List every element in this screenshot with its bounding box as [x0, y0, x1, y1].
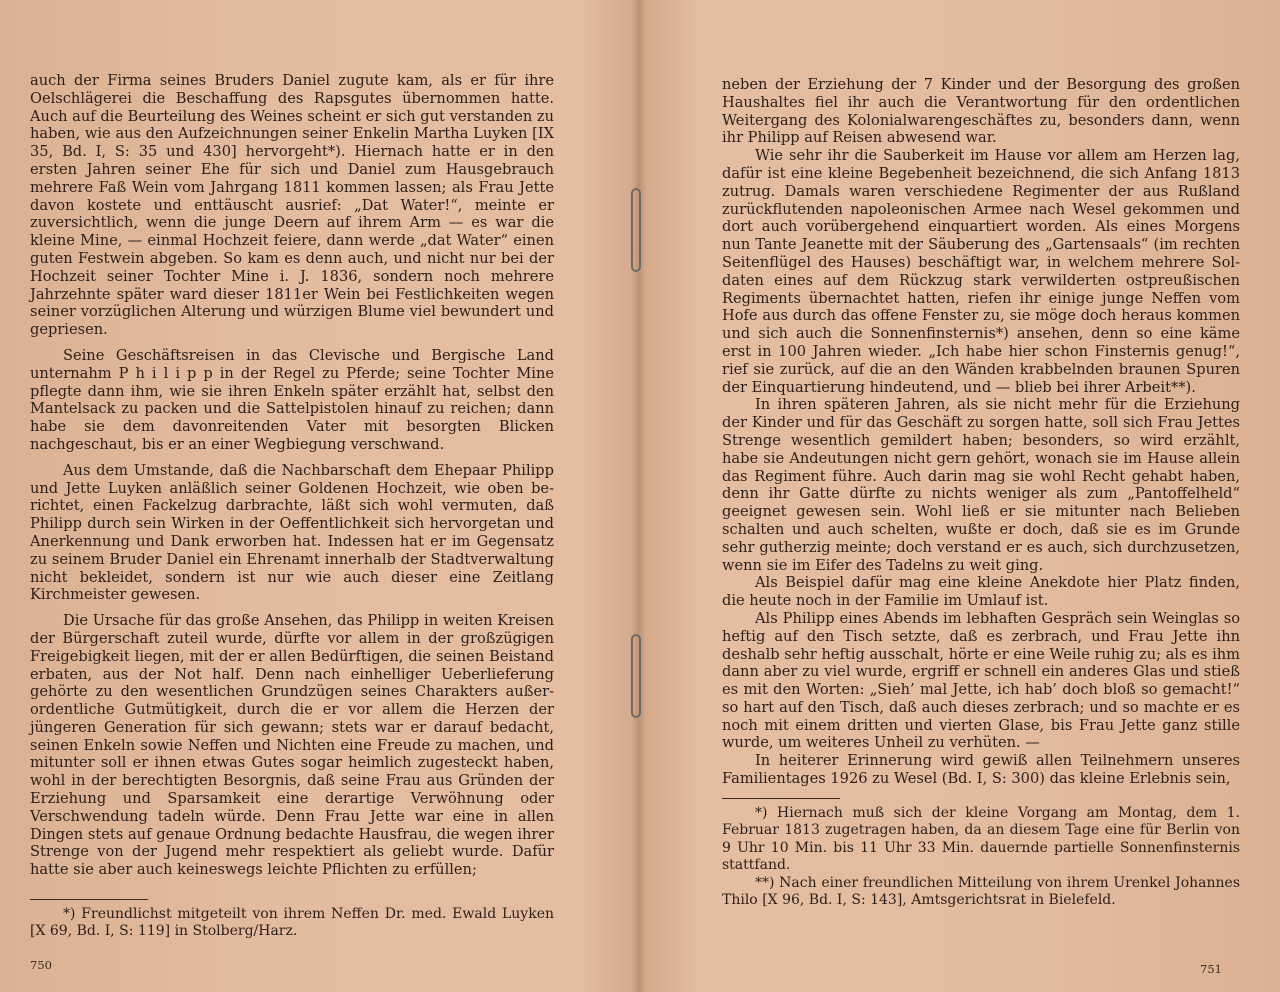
left-paragraph-3: Aus dem Umstande, daß die Nachbarschaft dem Ehepaar Philipp und Jette Luyken anläßlich seiner Goldenen Hochzeit, wie oben berichtet, einen Fackelzug darbrachte, läßt sich wohl vermuten, daß Philipp durch sein Wirken in der Oeffentlichkeit sich hervorgetan und Anerkennung und Dank erworben hat. Indessen hat er im Gegensatz zu seinem Bruder Daniel ein Ehrenamt innerhalb der Stadtverwaltung nicht bekleidet, sondern ist nur wie auch dieser eine Zeitlang Kirchmeister gewesen. [30, 461, 554, 604]
right-paragraph-6: In heiterer Erinnerung wird gewiß allen Teilnehmern unseres Familientages 1926 zu Wesel (Bd. I, S: 300) das kleine Erlebnis sein, [722, 752, 1240, 788]
right-footnotes [722, 805, 1240, 909]
right-footnote-1: *) Hiernach muß sich der kleine Vorgang am Montag, dem 1. Februar 1813 zugetragen haben, da an diesem Tage eine für Berlin von 9 Uhr 10 Min. bis 11 Uhr 33 Min. dauernde partielle Sonnenfinsternis stattfand. [722, 804, 1240, 874]
book-gutter [632, 0, 646, 992]
left-paragraph-1: auch der Firma seines Bruders Daniel zugute kam, als er für ihre Oelschlägerei die Beschaffung des Rapsgutes übernommen hatte. Auch auf die Beurteilung des Weines scheint er sich gut verstanden zu haben, wie aus den Aufzeichnungen seiner Enkelin Martha Luyken [IX 35, Bd. I, S: 35 und 430] hervorgeht*). Hiernach hatte er in den ersten Jahren seiner Ehe für sich und Daniel zum Hausgebrauch mehrere Faß Wein vom Jahrgang 1811 kommen lassen; als Frau Jette davon kostete und enttäuscht ausrief: „Dat Water!“, meinte er zuversichtlich, wenn die junge Deern auf ihrem Arm — es war die kleine Mine, — einmal Hochzeit feiere, dann werde „dat Water“ einen guten Festwein abgeben. So kam es denn auch, und nicht nur bei der Hochzeit seiner Tochter Mine i. J. 1836, sondern noch mehrere Jahrzehnte später ward dieser 1811er Wein bei Festlichkeiten wegen seiner vorzüglichen Alterung und würzigen Blume viel bewundert und gepriesen. [30, 72, 554, 339]
right-paragraph-5: Als Philipp eines Abends im lebhaften Gespräch sein Weinglas so heftig auf den Tisch setzte, daß es zerbrach, und Frau Jette ihn deshalb sehr heftig ausschalt, hörte er eine Weile ruhig zu; als es ihm dann aber zu viel wurde, ergriff er schnell ein anderes Glas und stieß es mit den Worten: „Sieh’ mal Jette, ich hab’ doch bloß so gemacht!“ so hart auf den Tisch, daß auch dieses zerbrach; und so machte er es noch mit einem dritten und vierten Glase, bis Frau Jette ganz stille wurde, um weiteres Unheil zu verhüten. — [722, 609, 1240, 752]
right-page-number: 751 [1200, 962, 1222, 976]
left-paragraph-2: Seine Geschäftsreisen in das Clevische und Bergische Land unternahm P h i l i p p in der Regel zu Pferde; seine Tochter Mine pflegte dann ihm, wie sie ihren Enkeln später erzählt hat, selbst den Mantelsack zu packen und die Sattelpistolen hinauf zu reichen; dann habe sie dem davonreitenden Vater mit besorgten Blicken nachgeschaut, bis er an einer Wegbiegung verschwand. [30, 346, 554, 453]
right-paragraph-1: neben der Erziehung der 7 Kinder und der Besorgung des großen Haushaltes fiel ihr auch die Verantwortung für den ordentlichen Weitergang des Kolonialwarengeschäftes zu, besonders dann, wenn ihr Philipp auf Reisen abwesend war. [722, 76, 1240, 147]
left-paragraph-4: Die Ursache für das große Ansehen, das Philipp in weiten Kreisen der Bürgerschaft zuteil wurde, dürfte vor allem in der großzügigen Freigebigkeit liegen, mit der er allen Bedürftigen, die seinen Beistand erbaten, aus der Not half. Denn nach einhelliger Ueberlieferung gehörte zu den wesentlichen Grundzügen seines Charakters außerordentliche Gutmütigkeit, durch die er vor allem die Herzen der jüngeren Generation für sich gewann; stets war er darauf bedacht, seinen Enkeln sowie Neffen und Nichten eine Freude zu machen, und mitunter soll er ihnen etwas Gutes sogar heimlich zugesteckt haben, wohl in der berechtigten Besorgnis, daß seine Frau aus Gründen der Erziehung und Sparsamkeit eine derartige Verwöhnung oder Verschwendung tadeln würde. Denn Frau Jette war eine in allen Dingen stets auf genaue Ordnung bedachte Hausfrau, die wegen ihrer Strenge von der Jugend mehr respektiert als geliebt wurde. Dafür hatte sie aber auch keineswegs leichte Pflichten zu erfüllen; [30, 612, 554, 879]
left-footnotes [30, 906, 554, 941]
left-page [30, 72, 554, 941]
left-page-number: 750 [30, 958, 52, 972]
staple-bottom [631, 634, 641, 718]
left-footnote-rule [30, 899, 148, 900]
staple-top [631, 188, 641, 272]
right-paragraph-2: Wie sehr ihr die Sauberkeit im Hause vor allem am Herzen lag, dafür ist eine kleine Begebenheit bezeichnend, die sich Anfang 1813 zutrug. Damals waren verschiedene Regimenter der aus Rußland zurückflutenden napoleonischen Armee nach Wesel gekommen und dort auch vorübergehend einquartiert worden. Als eines Morgens nun Tante Jeanette mit der Säuberung des „Gartensaals“ (im rechten Seitenflügel des Hauses) beschäftigt war, in welchem mehrere Soldaten eines auf dem Rückzug stark verwilderten ostpreußischen Regiments übernachtet hatten, riefen ihr einige junge Neffen vom Hofe aus durch das offene Fenster zu, sie möge doch heraus kommen und sich auch die Sonnenfinsternis*) ansehen, denn so eine käme erst in 100 Jahren wieder. „Ich habe hier schon Finsternis genug!“, rief sie zurück, auf die an den Wänden krabbelnden braunen Spuren der Einquartierung hindeutend, und — blieb bei ihrer Arbeit**). [722, 147, 1240, 396]
right-paragraph-3: In ihren späteren Jahren, als sie nicht mehr für die Erziehung der Kinder und für das Geschäft zu sorgen hatte, soll sich Frau Jettes Strenge wesentlich gemildert haben; besonders, so wird erzählt, habe sie Andeutungen nicht gern gehört, wonach sie im Hause allein das Regiment führe. Auch darin mag sie wohl Recht gehabt haben, denn ihr Gatte dürfte zu nichts weniger als zum „Pantoffelheld“ geeignet gewesen sein. Wohl ließ er sie mitunter nach Belieben schalten und auch schelten, wußte er doch, daß sie es im Grunde sehr gutherzig meinte; doch verstand er es auch, sich durchzusetzen, wenn sie im Eifer des Tadelns zu weit ging. [722, 396, 1240, 574]
right-footnote-rule [722, 798, 840, 799]
right-page [722, 76, 1240, 909]
left-footnote-1: *) Freundlichst mitgeteilt von ihrem Neffen Dr. med. Ewald Luyken [X 69, Bd. I, S: 119] in Stolberg/Harz. [30, 906, 554, 940]
right-footnote-2: **) Nach einer freundlichen Mitteilung von ihrem Urenkel Johannes Thilo [X 96, Bd. I, S: 143], Amtsgerichtsrat in Bielefeld. [722, 874, 1240, 908]
right-paragraph-4: Als Beispiel dafür mag eine kleine Anekdote hier Platz finden, die heute noch in der Familie im Umlauf ist. [722, 574, 1240, 610]
